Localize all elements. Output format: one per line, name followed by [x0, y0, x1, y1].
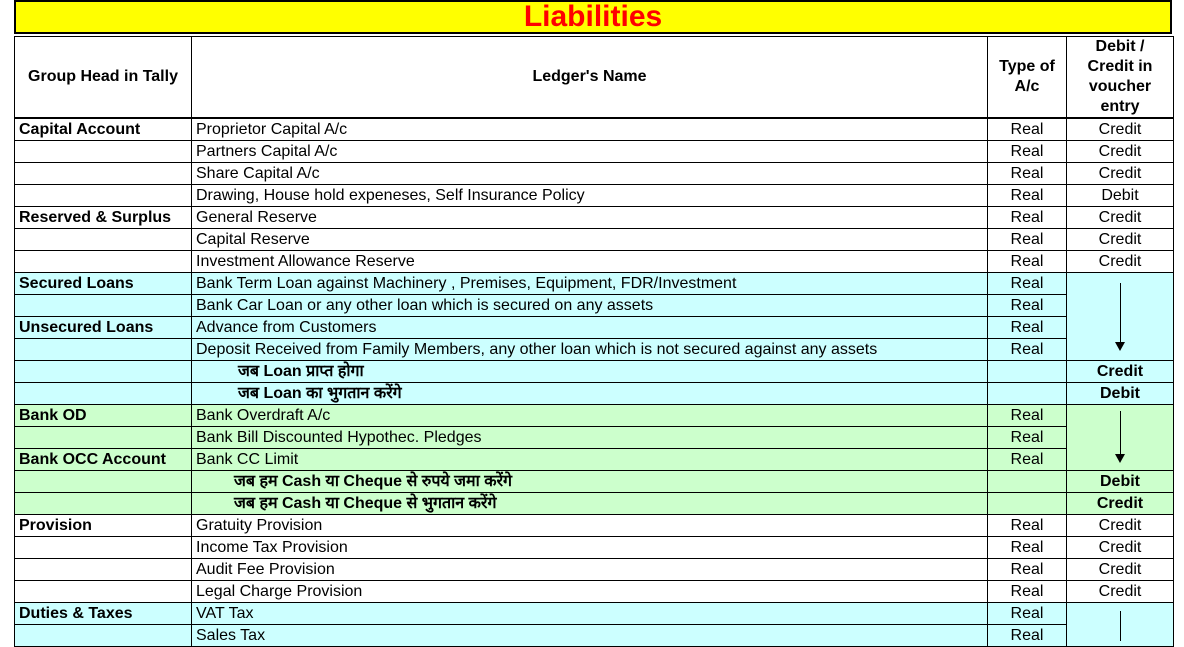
dc-cell: Credit: [1067, 581, 1174, 603]
table-row: [15, 581, 1174, 603]
ledger-cell: Gratuity Provision: [192, 515, 988, 537]
table-row: [15, 405, 1174, 427]
type-cell: Real: [988, 427, 1067, 449]
type-cell: Real: [988, 581, 1067, 603]
dc-cell: Credit: [1067, 229, 1174, 251]
ledger-cell: VAT Tax: [192, 603, 988, 625]
table-row: [15, 185, 1174, 207]
title-bar: [14, 0, 1172, 34]
table-row: [15, 118, 1174, 141]
type-cell: Real: [988, 295, 1067, 317]
ledger-cell: जब हम Cash या Cheque से भुगतान करेंगे: [192, 493, 988, 515]
dc-cell: Credit: [1067, 163, 1174, 185]
dc-arrow-cell: [1067, 273, 1174, 361]
ledger-cell: Audit Fee Provision: [192, 559, 988, 581]
group-cell: [15, 141, 192, 163]
group-cell: [15, 625, 192, 647]
type-cell: [988, 383, 1067, 405]
group-cell: [15, 361, 192, 383]
group-cell: Provision: [15, 515, 192, 537]
table-row: [15, 427, 1174, 449]
type-cell: Real: [988, 449, 1067, 471]
dc-cell: Credit: [1067, 493, 1174, 515]
type-cell: Real: [988, 537, 1067, 559]
table-row: [15, 317, 1174, 339]
table-row: [15, 383, 1174, 405]
type-cell: Real: [988, 317, 1067, 339]
header-type: Type of A/c: [988, 37, 1067, 119]
dc-cell: Debit: [1067, 383, 1174, 405]
dc-arrow-cell: [1067, 603, 1174, 647]
group-cell: [15, 581, 192, 603]
table-row: [15, 163, 1174, 185]
table-row: [15, 207, 1174, 229]
group-cell: Duties & Taxes: [15, 603, 192, 625]
dc-cell: Credit: [1067, 537, 1174, 559]
dc-cell: Credit: [1067, 207, 1174, 229]
dc-cell: Debit: [1067, 185, 1174, 207]
ledger-cell: Bank Overdraft A/c: [192, 405, 988, 427]
table-row: [15, 339, 1174, 361]
ledger-cell: जब Loan प्राप्त होगा: [192, 361, 988, 383]
down-arrow-icon: [1120, 411, 1121, 461]
type-cell: [988, 361, 1067, 383]
group-cell: [15, 339, 192, 361]
table-row: [15, 449, 1174, 471]
ledger-cell: Advance from Customers: [192, 317, 988, 339]
ledger-cell: General Reserve: [192, 207, 988, 229]
group-cell: Secured Loans: [15, 273, 192, 295]
table-row: [15, 625, 1174, 647]
ledger-cell: Income Tax Provision: [192, 537, 988, 559]
type-cell: Real: [988, 163, 1067, 185]
group-cell: Bank OCC Account: [15, 449, 192, 471]
header-group: Group Head in Tally: [15, 37, 192, 119]
ledger-cell: Capital Reserve: [192, 229, 988, 251]
table-row: [15, 537, 1174, 559]
group-cell: [15, 295, 192, 317]
ledger-cell: Legal Charge Provision: [192, 581, 988, 603]
group-cell: [15, 251, 192, 273]
table-row: [15, 141, 1174, 163]
type-cell: Real: [988, 405, 1067, 427]
liabilities-table: [14, 36, 1174, 647]
ledger-cell: जब हम Cash या Cheque से रुपये जमा करेंगे: [192, 471, 988, 493]
dc-cell: Credit: [1067, 361, 1174, 383]
group-cell: [15, 493, 192, 515]
ledger-cell: Partners Capital A/c: [192, 141, 988, 163]
table-row: [15, 515, 1174, 537]
dc-cell: Credit: [1067, 515, 1174, 537]
table-row: [15, 493, 1174, 515]
dc-cell: Credit: [1067, 141, 1174, 163]
type-cell: Real: [988, 625, 1067, 647]
dc-cell: Credit: [1067, 559, 1174, 581]
group-cell: Capital Account: [15, 118, 192, 141]
table-row: [15, 295, 1174, 317]
type-cell: [988, 493, 1067, 515]
down-arrow-icon: [1120, 611, 1121, 641]
type-cell: Real: [988, 273, 1067, 295]
type-cell: Real: [988, 118, 1067, 141]
dc-cell: Credit: [1067, 118, 1174, 141]
dc-arrow-cell: [1067, 405, 1174, 471]
group-cell: Unsecured Loans: [15, 317, 192, 339]
group-cell: [15, 185, 192, 207]
ledger-cell: Deposit Received from Family Members, any other loan which is not secured against any assets: [192, 339, 988, 361]
table-row: [15, 471, 1174, 493]
group-cell: [15, 471, 192, 493]
dc-cell: Debit: [1067, 471, 1174, 493]
header-row: [15, 37, 1174, 119]
table-row: [15, 559, 1174, 581]
type-cell: [988, 471, 1067, 493]
ledger-cell: Bank Bill Discounted Hypothec. Pledges: [192, 427, 988, 449]
ledger-cell: Sales Tax: [192, 625, 988, 647]
ledger-cell: Bank Car Loan or any other loan which is secured on any assets: [192, 295, 988, 317]
table-row: [15, 273, 1174, 295]
table-row: [15, 603, 1174, 625]
ledger-cell: Bank CC Limit: [192, 449, 988, 471]
down-arrow-icon: [1120, 283, 1121, 349]
table-row: [15, 229, 1174, 251]
table-row: [15, 251, 1174, 273]
dc-cell: Credit: [1067, 251, 1174, 273]
ledger-cell: Share Capital A/c: [192, 163, 988, 185]
type-cell: Real: [988, 185, 1067, 207]
ledger-cell: जब Loan का भुगतान करेंगे: [192, 383, 988, 405]
type-cell: Real: [988, 207, 1067, 229]
group-cell: [15, 163, 192, 185]
type-cell: Real: [988, 229, 1067, 251]
ledger-cell: Proprietor Capital A/c: [192, 118, 988, 141]
group-cell: Reserved & Surplus: [15, 207, 192, 229]
group-cell: [15, 229, 192, 251]
group-cell: [15, 537, 192, 559]
type-cell: Real: [988, 559, 1067, 581]
ledger-cell: Investment Allowance Reserve: [192, 251, 988, 273]
page-title: Liabilities: [523, 0, 663, 33]
group-cell: Bank OD: [15, 405, 192, 427]
ledger-cell: Drawing, House hold expeneses, Self Insurance Policy: [192, 185, 988, 207]
header-ledger: Ledger's Name: [192, 37, 988, 119]
table-row: [15, 361, 1174, 383]
ledger-cell: Bank Term Loan against Machinery , Premises, Equipment, FDR/Investment: [192, 273, 988, 295]
group-cell: [15, 383, 192, 405]
header-debit-credit: Debit / Credit in voucher entry: [1067, 37, 1174, 119]
type-cell: Real: [988, 251, 1067, 273]
type-cell: Real: [988, 339, 1067, 361]
type-cell: Real: [988, 515, 1067, 537]
group-cell: [15, 427, 192, 449]
type-cell: Real: [988, 141, 1067, 163]
group-cell: [15, 559, 192, 581]
type-cell: Real: [988, 603, 1067, 625]
